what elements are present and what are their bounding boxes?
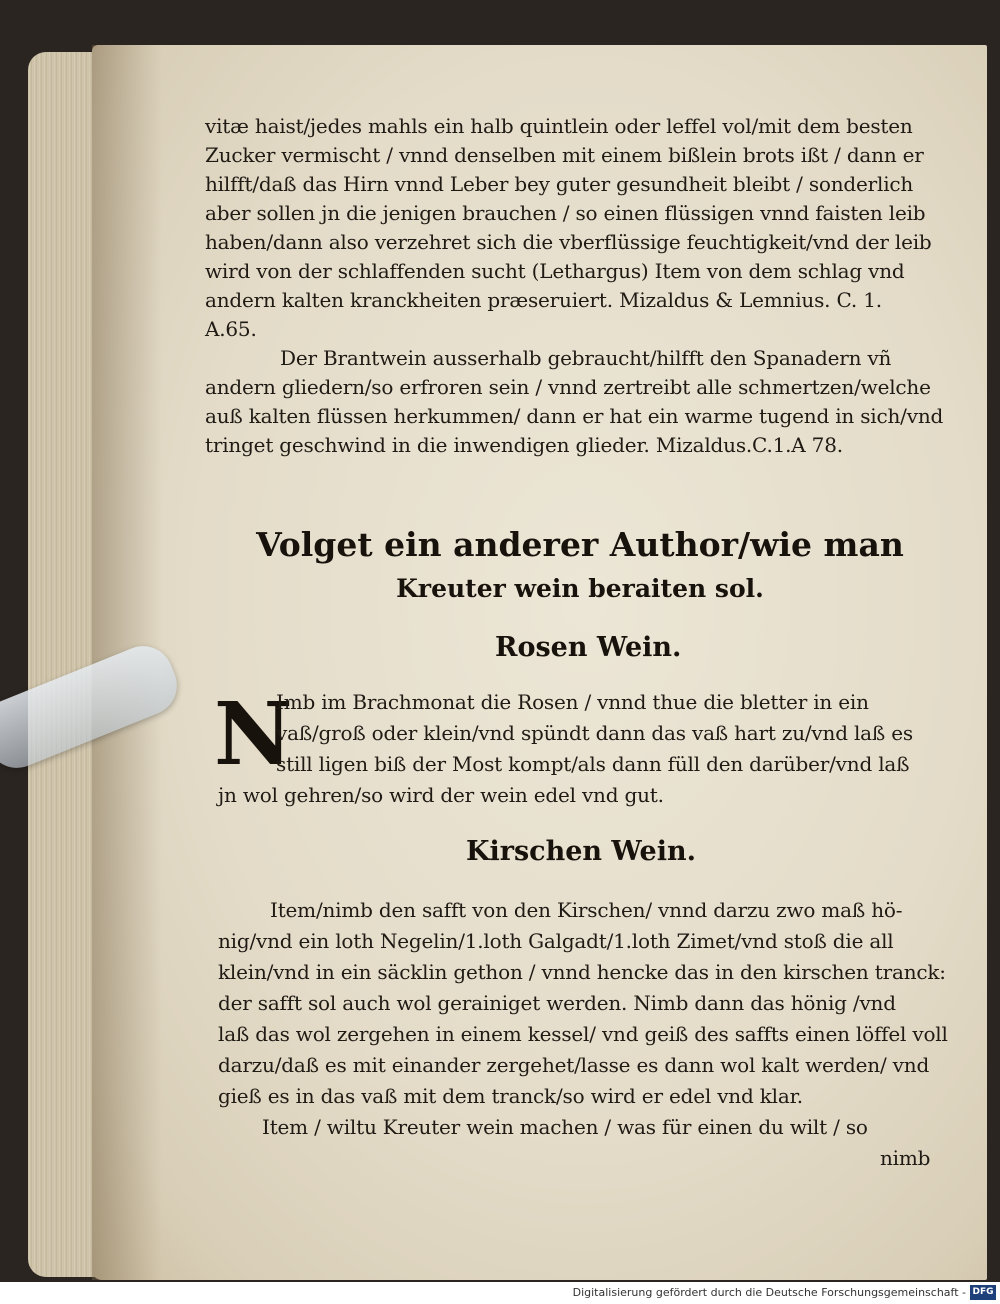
text-line: der safft sol auch wol gerainiget werden. Nimb dann das hönig /vnd [218, 991, 896, 1015]
text-line: wird von der schlaffenden sucht (Lethargus) Item von dem schlag vnd [205, 259, 905, 283]
text-line: Imb im Brachmonat die Rosen / vnnd thue die bletter in ein [276, 690, 869, 714]
text-line: still ligen biß der Most kompt/als dann füll den darüber/vnd laß [276, 752, 910, 776]
dfg-logo: DFG [970, 1285, 996, 1300]
text-line: tringet geschwind in die inwendigen glieder. Mizaldus.C.1.A 78. [205, 433, 843, 457]
section-title-kirschen-wein: Kirschen Wein. [466, 836, 697, 867]
funding-notice: Digitalisierung gefördert durch die Deutsche Forschungsgemeinschaft - [572, 1286, 966, 1299]
text-line: A.65. [205, 317, 257, 341]
drop-cap-initial: N [214, 684, 293, 785]
text-line: nig/vnd ein loth Negelin/1.loth Galgadt/1.loth Zimet/vnd stoß die all [218, 929, 894, 953]
text-line: Item / wiltu Kreuter wein machen / was für einen du wilt / so [262, 1115, 868, 1139]
chapter-heading: Volget ein anderer Author/wie man [256, 525, 904, 564]
text-line: vitæ haist/jedes mahls ein halb quintlein oder leffel vol/mit dem besten [205, 114, 913, 138]
text-line: Der Brantwein ausserhalb gebraucht/hilfft den Spanadern vñ [280, 346, 892, 370]
text-line: andern kalten kranckheiten præseruiert. Mizaldus & Lemnius. C. 1. [205, 288, 882, 312]
text-line: aber sollen jn die jenigen brauchen / so einen flüssigen vnnd faisten leib [205, 201, 926, 225]
text-line: Item/nimb den safft von den Kirschen/ vnnd darzu zwo maß hö- [270, 898, 903, 922]
text-line: vaß/groß oder klein/vnd spündt dann das vaß hart zu/vnd laß es [276, 721, 913, 745]
text-line: gieß es in das vaß mit dem tranck/so wird er edel vnd klar. [218, 1084, 803, 1108]
footer-bar [0, 1282, 1000, 1304]
catchword: nimb [880, 1146, 931, 1170]
text-line: klein/vnd in ein säcklin gethon / vnnd hencke das in den kirschen tranck: [218, 960, 946, 984]
text-line: andern gliedern/so erfroren sein / vnnd zertreibt alle schmertzen/welche [205, 375, 931, 399]
chapter-subheading: Kreuter wein beraiten sol. [396, 574, 764, 603]
text-line: haben/dann also verzehret sich die vberflüssige feuchtigkeit/vnd der leib [205, 230, 932, 254]
text-line: jn wol gehren/so wird der wein edel vnd gut. [218, 783, 664, 807]
text-line: auß kalten flüssen herkummen/ dann er hat ein warme tugend in sich/vnd [205, 404, 944, 428]
text-line: hilfft/daß das Hirn vnnd Leber bey guter gesundheit bleibt / sonderlich [205, 172, 914, 196]
section-title-rosen-wein: Rosen Wein. [495, 632, 682, 663]
text-line: Zucker vermischt / vnnd denselben mit einem bißlein brots ißt / dann er [205, 143, 924, 167]
text-line: laß das wol zergehen in einem kessel/ vnd geiß des saffts einen löffel voll [218, 1022, 948, 1046]
text-line: darzu/daß es mit einander zergehet/lasse es dann wol kalt werden/ vnd [218, 1053, 930, 1077]
